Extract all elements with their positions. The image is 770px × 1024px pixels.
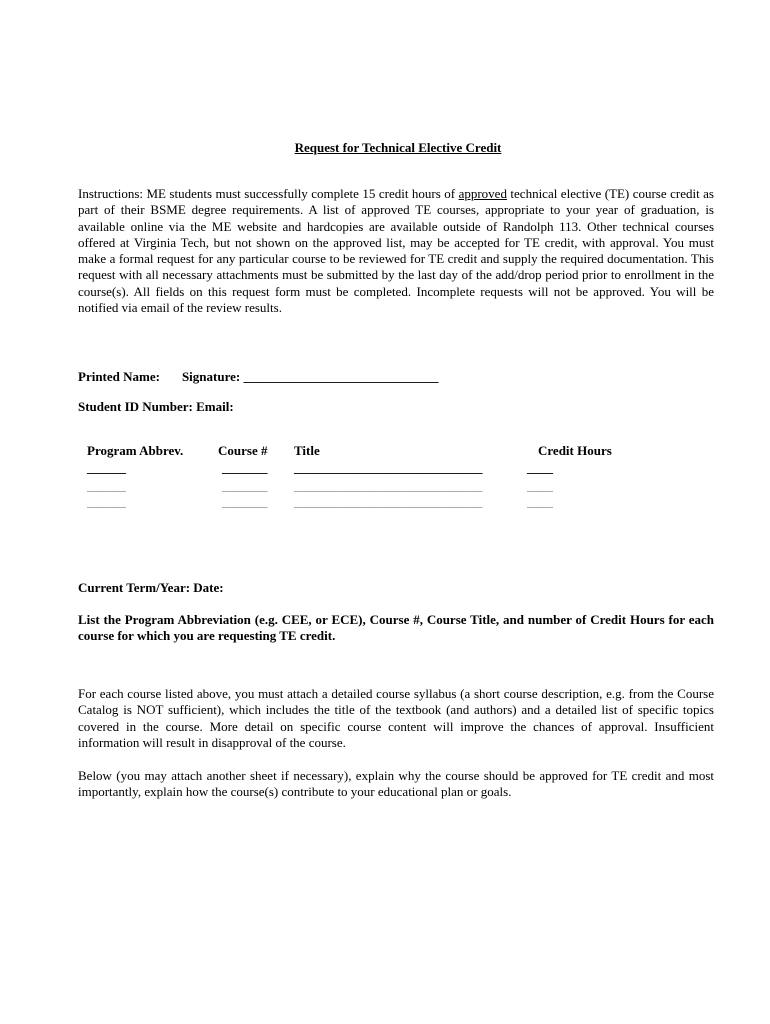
row3-course-blank[interactable]: _______ — [222, 494, 268, 509]
explain-paragraph: Below (you may attach another sheet if necessary), explain why the course should be approved for TE credit and most importantly, explain how the course(s) contribute to your educational plan or goals. — [78, 768, 714, 800]
signature-line[interactable]: ______________________________ — [243, 369, 439, 384]
instructions-paragraph: Instructions: ME students must successfully complete 15 credit hours of approved technical elective (TE) course credit as part of their BSME degree requirements. A list of approved TE courses, appropriate to your year of graduation, is available online via the ME website and hardcopies are available outside of Randolph 113. Other technical courses offered at Virginia Tech, but not shown on the approved list, may be accepted for TE credit, with approval. You must make a formal request for any particular course to be reviewed for TE credit and supply the required documentation. This request with all necessary attachments must be submitted by the last day of the add/drop period prior to enrollment in the course(s). All fields on this request form must be completed. Incomplete requests will not be approved. You will be notified via email of the review results. — [78, 186, 714, 316]
row1-title-blank[interactable]: _____________________________ — [294, 460, 483, 475]
approved-underlined: approved — [458, 186, 507, 201]
header-credit-hours: Credit Hours — [538, 443, 612, 458]
row1-course-blank[interactable]: _______ — [222, 460, 268, 475]
row2-title-blank[interactable]: _____________________________ — [294, 478, 483, 493]
current-term-date-label: Current Term/Year: Date: — [78, 580, 224, 595]
list-instruction: List the Program Abbreviation (e.g. CEE, or ECE), Course #, Course Title, and number of Credit Hours for each course for which you are requesting TE credit. — [78, 612, 714, 644]
row2-credit-blank[interactable]: ____ — [527, 478, 553, 493]
student-id-email-label: Student ID Number: Email: — [78, 399, 234, 414]
syllabus-paragraph: For each course listed above, you must attach a detailed course syllabus (a short course description, e.g. from the Course Catalog is NOT sufficient), which includes the title of the textbook (and authors) and a detailed list of specific topics covered in the course. More detail on specific course content will improve the chances of approval. Insufficient information will result in disapproval of the course. — [78, 686, 714, 750]
header-program-abbrev: Program Abbrev. — [87, 443, 184, 458]
row1-credit-blank[interactable]: ____ — [527, 460, 553, 475]
row2-program-blank[interactable]: ______ — [87, 478, 126, 493]
title-text: Request for Technical Elective Credit — [294, 140, 502, 155]
header-course-number: Course # — [218, 443, 268, 458]
row3-credit-blank[interactable]: ____ — [527, 494, 553, 509]
row1-program-blank[interactable]: ______ — [87, 460, 126, 475]
signature-label: Signature: — [181, 369, 241, 384]
name-signature-row — [78, 369, 438, 385]
row2-course-blank[interactable]: _______ — [222, 478, 268, 493]
printed-name-label: Printed Name: — [78, 369, 160, 384]
document-title — [0, 140, 770, 156]
row3-title-blank[interactable]: _____________________________ — [294, 494, 483, 509]
header-title: Title — [294, 443, 320, 458]
row3-program-blank[interactable]: ______ — [87, 494, 126, 509]
